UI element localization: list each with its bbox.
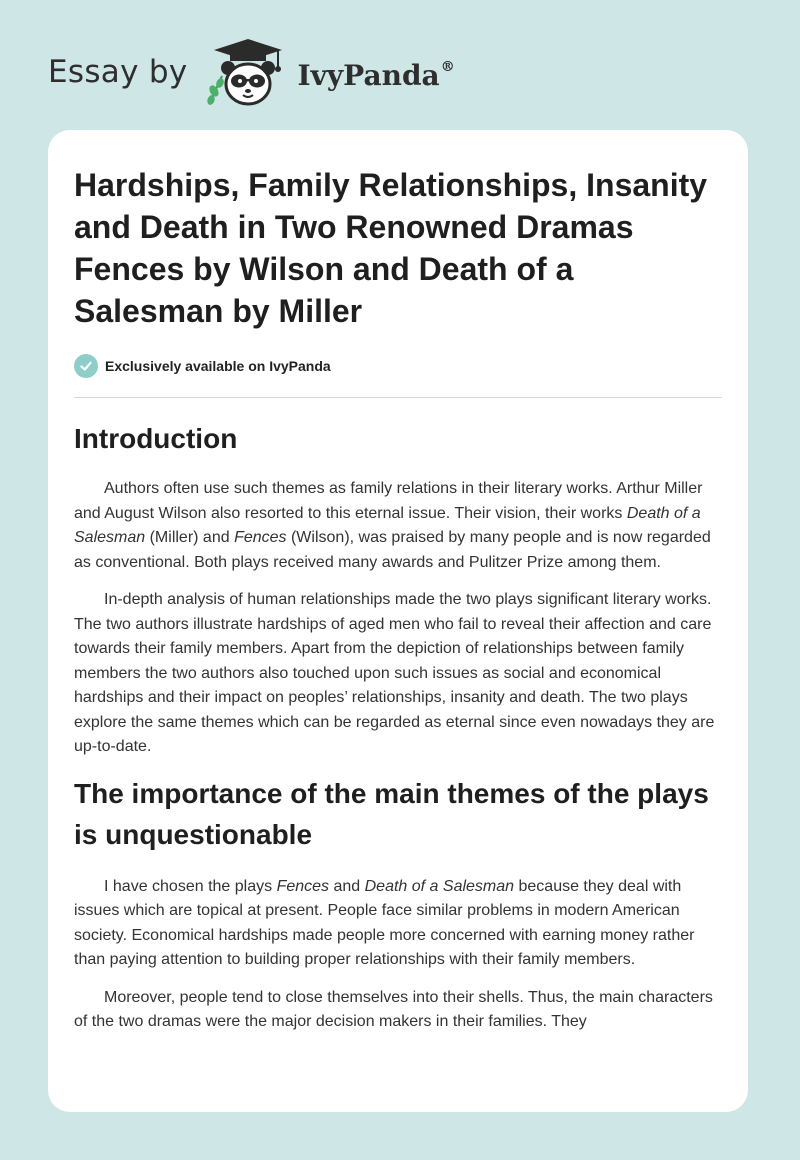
- site-header: [48, 36, 455, 108]
- brand-name[interactable]: IvyPanda®: [297, 58, 455, 92]
- play-title: Fences: [234, 529, 287, 546]
- divider: [74, 397, 722, 398]
- section-heading-introduction: Introduction: [74, 423, 238, 454]
- essay-by-label: Essay by: [48, 54, 188, 90]
- article-title: Hardships, Family Relationships, Insanity and Death in Two Renowned Dramas Fences by Wilson and Death of a Salesman by Miller: [74, 167, 708, 329]
- play-title: Death of a Salesman: [364, 877, 515, 895]
- paragraph: I have chosen the plays Fences and Death of a Salesman because they deal with issues which are topical at present. People face similar problems in modern American society. Economical hardships made people more concerned with earning money rather than paying attention to building proper relationships with their family members.: [74, 877, 695, 968]
- play-title: Fences: [276, 877, 330, 895]
- article-card: [48, 130, 748, 1112]
- paragraph: Authors often use such themes as family relations in their literary works. Arthur Miller and August Wilson also resorted to this eternal issue. Their vision, their works Death of a Salesman (Miller) and Fences (Wilson), was praised by many people and is now regarded as conventional. Both plays received many awards and Pulitzer Prize among them.: [74, 480, 711, 571]
- play-title: Death of a Salesman: [74, 504, 701, 546]
- panda-logo-icon: [200, 36, 296, 108]
- paragraph: In-depth analysis of human relationships made the two plays significant literary works. The two authors illustrate hardships of aged men who fail to reveal their affection and care towards their family members. Apart from the depiction of relationships between family members the two authors also touched upon such issues as social and economical hardships and their impact on peoples’ relationships, insanity and death. The two plays explore the same themes which can be regarded as eternal since even nowadays they are up-to-date.: [74, 591, 715, 755]
- paragraph: Moreover, people tend to close themselves into their shells. Thus, the main characters of the two dramas were the major decision makers in their families. They: [74, 988, 713, 1030]
- checkmark-icon: [74, 354, 98, 378]
- exclusive-label: Exclusively available on IvyPanda: [105, 358, 331, 374]
- exclusive-badge: [74, 352, 722, 380]
- registered-mark: ®: [440, 58, 455, 75]
- section-heading-main-themes: The importance of the main themes of the plays is unquestionable: [74, 777, 709, 850]
